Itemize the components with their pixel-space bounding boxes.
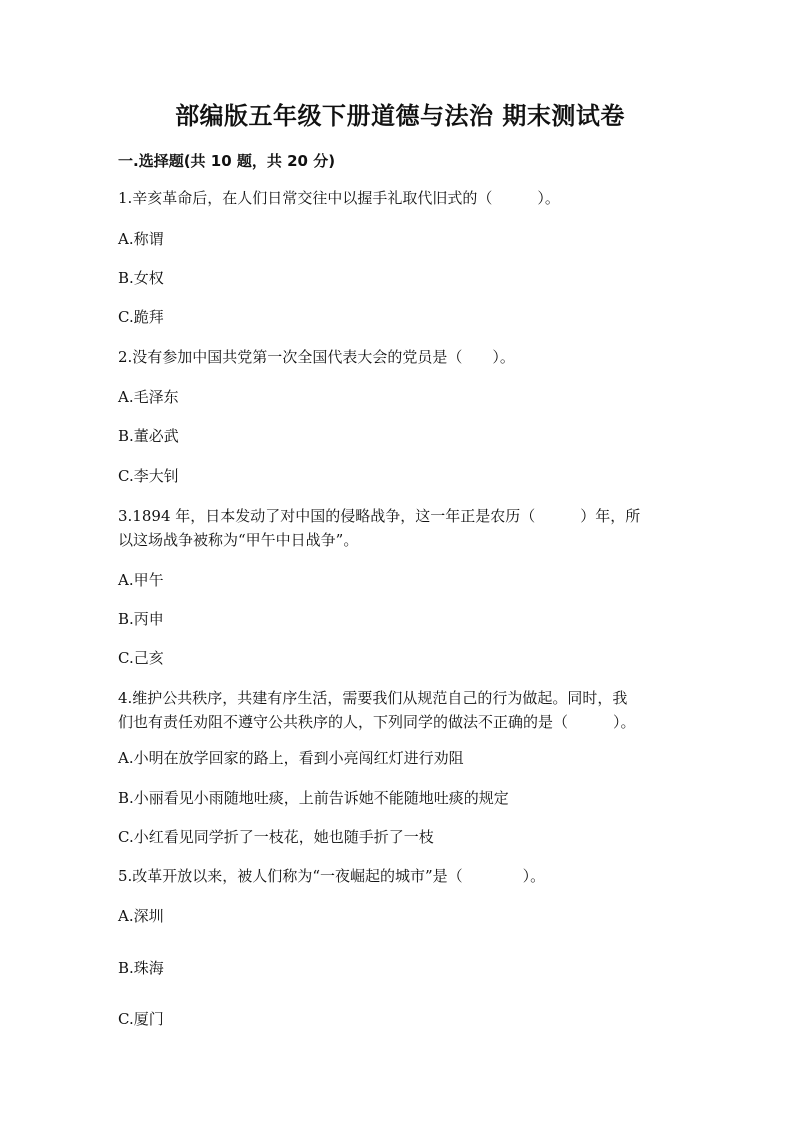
question-2-option-a: A.毛泽东 [118,388,179,406]
question-4-stem-line-2: 们也有责任劝阻不遵守公共秩序的人，下列同学的做法不正确的是（ ）。 [118,713,636,731]
question-5-option-a: A.深圳 [118,907,164,925]
question-4-stem-line-1: 4.维护公共秩序，共建有序生活，需要我们从规范自己的行为做起。同时，我 [118,689,628,707]
question-3-option-c: C.己亥 [118,649,164,667]
question-3-option-a: A.甲午 [118,571,164,589]
question-5-option-c: C.厦门 [118,1010,164,1028]
question-1-option-a: A.称谓 [118,230,164,248]
question-1-stem: 1.辛亥革命后，在人们日常交往中以握手礼取代旧式的（ ）。 [118,189,560,207]
question-3-stem-line-1: 3.1894 年，日本发动了对中国的侵略战争，这一年正是农历（ ）年，所 [118,507,641,525]
question-1-option-b: B.女权 [118,269,164,287]
question-2-stem: 2.没有参加中国共党第一次全国代表大会的党员是（ ）。 [118,348,515,366]
question-3-stem-line-2: 以这场战争被称为“甲午中日战争”。 [118,531,359,549]
question-1-option-c: C.跪拜 [118,308,164,326]
question-4-option-b: B.小丽看见小雨随地吐痰，上前告诉她不能随地吐痰的规定 [118,789,509,807]
question-5-stem: 5.改革开放以来，被人们称为“一夜崛起的城市”是（ ）。 [118,867,546,885]
question-3-option-b: B.丙申 [118,610,164,628]
exam-title: 部编版五年级下册道德与法治 期末测试卷 [175,102,625,130]
question-4-option-c: C.小红看见同学折了一枝花，她也随手折了一枝 [118,828,434,846]
question-5-option-b: B.珠海 [118,959,164,977]
question-2-option-c: C.李大钊 [118,467,179,485]
section-heading: 一.选择题(共 10 题，共 20 分) [118,152,336,170]
question-4-option-a: A.小明在放学回家的路上，看到小亮闯红灯进行劝阻 [118,749,464,767]
question-2-option-b: B.董必武 [118,427,179,445]
